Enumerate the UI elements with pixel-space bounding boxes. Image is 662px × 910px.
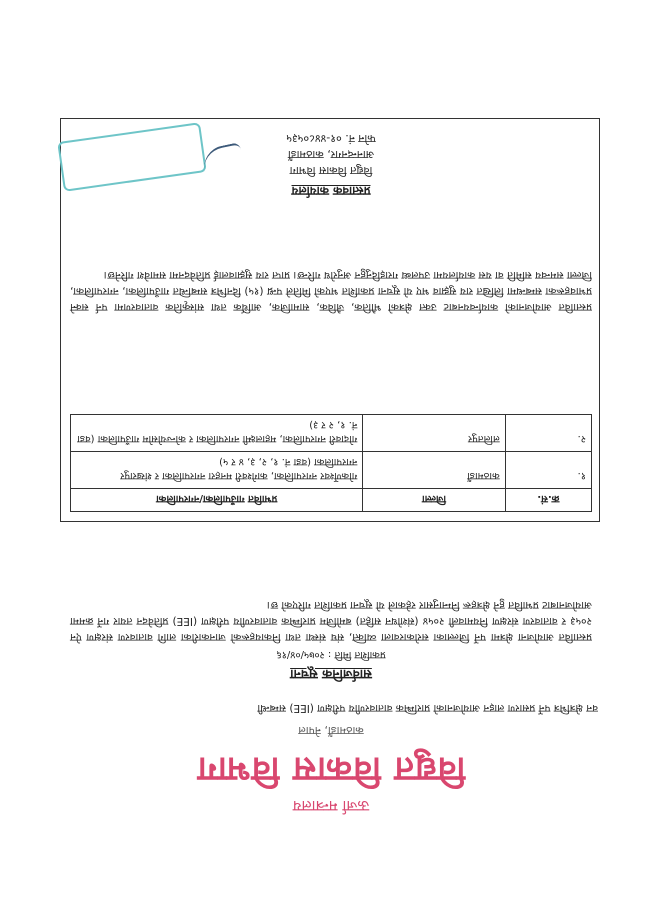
office-name: ऊर्जा मन्त्रालय — [292, 797, 370, 815]
notice-paragraph-1: प्रस्तावित आयोजना क्षेत्रमा पर्ने जिल्लाका सरोकारवाला व्यक्ति, संघ संस्था तथा निकायहरूको जानकारीका लागि वातावरण संरक्षण ऐन २०५३ र वातावरण संरक्षण नियमावली २०५४ (संशोधन सहित) बमोजिम प्रारम्भिक वातावरणीय परीक्षण (IEE) प्रतिवेदन तयार गर्ने क्रममा आयोजनाबाट प्रभावित हुने क्षेत्रहरू निम्नानुसार रहेकाले यो सूचना प्रकाशित गरिएको छ। — [70, 599, 592, 643]
footer-address: आनन्दनगर, काठमाडौं — [287, 148, 375, 161]
notice-subject: वन क्षेत्रभित्र पर्ने प्रसारण लाइन आयोजनाको प्रारम्भिक वातावरणीय परीक्षण (IEE) सम्बन्धी — [257, 702, 598, 714]
table-header-sn: क्र.सं. — [505, 489, 591, 512]
footer-phone: फोन नं. ०१-४४८०५३५ — [286, 132, 376, 145]
footer-office: विद्युत विकास विभाग — [289, 164, 373, 177]
table-row — [71, 415, 592, 452]
table-cell-district: ललितपुर — [363, 415, 505, 452]
notice-heading: सार्वजनिक सूचना — [290, 666, 372, 681]
affected-area-table — [70, 414, 592, 512]
table-row — [71, 452, 592, 489]
table-cell-sn: २. — [505, 415, 591, 452]
footer-title: प्रस्तावक कार्यालय — [291, 184, 371, 198]
table-cell-district: काठमाडौं — [363, 452, 505, 489]
publish-date: प्रकाशित मिति : २०७५/०४/१६ — [276, 649, 386, 660]
notice-paragraph-2: प्रस्तावित आयोजनाको कार्यान्वयनबाट उक्त क्षेत्रको भौतिक, जैविक, सामाजिक, आर्थिक तथा सांस्कृतिक वातावरणमा पर्न सक्ने प्रभावहरूका सम्बन्धमा लिखित राय सुझाव भए यो सूचना प्रकाशित भएको मितिले पन्ध्र (१५) दिनभित्र सम्बन्धित गाउँपालिका, नगरपालिका, जिल्ला समन्वय समिति वा यस कार्यालयमा उपलब्ध गराइदिनुहुन अनुरोध गरिन्छ। प्राप्त राय सुझावलाई प्रतिवेदनमा समावेश गरिनेछ। — [70, 269, 592, 313]
table-cell-place: गोदावरी नगरपालिका, महालक्ष्मी नगरपालिका र कोन्ज्योसोम गाउँपालिका (वडा नं. १, २ र ३) — [71, 415, 363, 452]
table-cell-place: गोकर्णेश्वर नगरपालिका, कागेश्वरी मनहरा नगरपालिका र शंखरापुर नगरपालिका (वडा नं. १, २, ३, ४ र ५) — [71, 452, 363, 489]
table-header-district: जिल्ला — [363, 489, 505, 512]
office-address: काठमाडौं, नेपाल — [298, 724, 364, 737]
table-header-place: प्रभावित गाउँपालिका/नगरपालिका — [71, 489, 363, 512]
office-title: विद्युत विकास विभाग — [196, 749, 466, 789]
table-cell-sn: १. — [505, 452, 591, 489]
